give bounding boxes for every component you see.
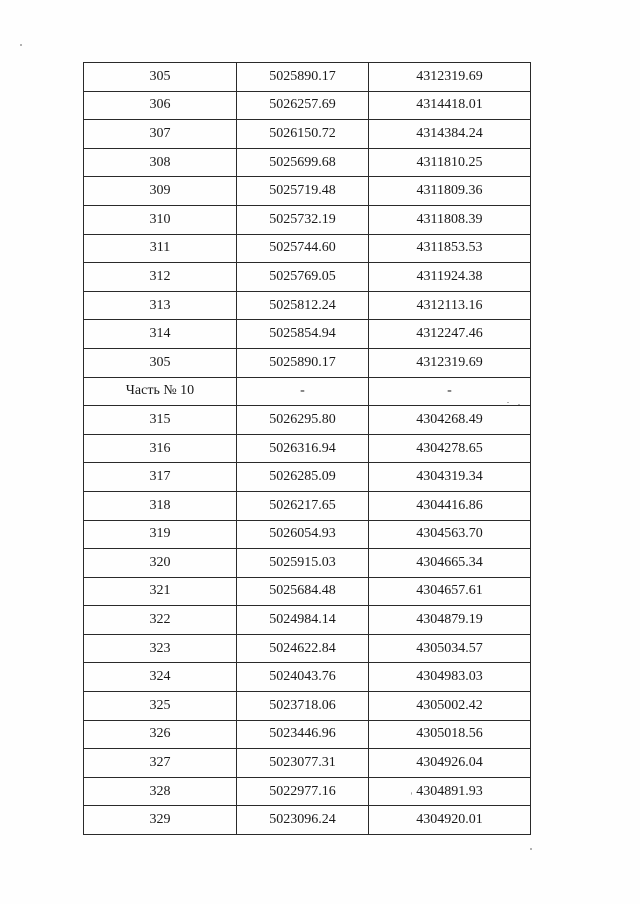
y-coordinate-cell: 4314384.24 — [369, 120, 531, 149]
x-coordinate-cell: 5022977.16 — [237, 777, 369, 806]
table-row — [84, 291, 531, 320]
y-coordinate-cell: 4311808.39 — [369, 205, 531, 234]
table-row — [84, 120, 531, 149]
table-row — [84, 634, 531, 663]
table-row — [84, 263, 531, 292]
table-row — [84, 806, 531, 835]
point-number-cell: 317 — [84, 463, 237, 492]
x-coordinate-cell: 5025915.03 — [237, 549, 369, 578]
point-number-cell: 311 — [84, 234, 237, 263]
x-coordinate-cell: 5023718.06 — [237, 692, 369, 721]
point-number-cell: 305 — [84, 63, 237, 92]
table-row — [84, 406, 531, 435]
point-number-cell: 323 — [84, 634, 237, 663]
x-coordinate-cell: 5026285.09 — [237, 463, 369, 492]
point-number-cell: 324 — [84, 663, 237, 692]
table-row — [84, 377, 531, 406]
table-row — [84, 91, 531, 120]
point-number-cell: 313 — [84, 291, 237, 320]
x-coordinate-cell: 5024043.76 — [237, 663, 369, 692]
x-coordinate-cell: 5026257.69 — [237, 91, 369, 120]
x-coordinate-cell: 5025719.48 — [237, 177, 369, 206]
y-coordinate-cell: 4314418.01 — [369, 91, 531, 120]
point-number-cell: 325 — [84, 692, 237, 721]
y-coordinate-cell: 4304278.65 — [369, 434, 531, 463]
y-coordinate-cell: 4305002.42 — [369, 692, 531, 721]
table-row — [84, 320, 531, 349]
x-coordinate-cell: 5026316.94 — [237, 434, 369, 463]
x-coordinate-cell: 5025744.60 — [237, 234, 369, 263]
table-row — [84, 491, 531, 520]
table-row — [84, 205, 531, 234]
y-coordinate-cell: 4312319.69 — [369, 63, 531, 92]
x-coordinate-cell: 5023077.31 — [237, 749, 369, 778]
point-number-cell: 307 — [84, 120, 237, 149]
point-number-cell: 314 — [84, 320, 237, 349]
x-coordinate-cell: 5026150.72 — [237, 120, 369, 149]
y-coordinate-cell: 4304657.61 — [369, 577, 531, 606]
point-number-cell: 326 — [84, 720, 237, 749]
scan-speck — [20, 44, 22, 46]
y-coordinate-cell: 4311853.53 — [369, 234, 531, 263]
x-coordinate-cell: 5025812.24 — [237, 291, 369, 320]
table-row — [84, 234, 531, 263]
table-row — [84, 606, 531, 635]
point-number-cell: 318 — [84, 491, 237, 520]
x-coordinate-cell: 5025854.94 — [237, 320, 369, 349]
y-coordinate-cell: 4304268.49 — [369, 406, 531, 435]
y-coordinate-cell: 4304319.34 — [369, 463, 531, 492]
y-coordinate-cell: 4311809.36 — [369, 177, 531, 206]
table-row — [84, 692, 531, 721]
point-number-cell: 312 — [84, 263, 237, 292]
y-coordinate-cell: 4304665.34 — [369, 549, 531, 578]
x-coordinate-cell: 5023446.96 — [237, 720, 369, 749]
y-coordinate-cell: 4305018.56 — [369, 720, 531, 749]
table-row — [84, 720, 531, 749]
point-number-cell: 322 — [84, 606, 237, 635]
x-coordinate-cell: 5024622.84 — [237, 634, 369, 663]
y-coordinate-cell: 4304983.03 — [369, 663, 531, 692]
table-row — [84, 63, 531, 92]
y-coordinate-cell: 4312113.16 — [369, 291, 531, 320]
point-number-cell: 320 — [84, 549, 237, 578]
x-coordinate-cell: 5025684.48 — [237, 577, 369, 606]
scan-speck — [530, 848, 532, 850]
x-coordinate-cell: 5023096.24 — [237, 806, 369, 835]
point-number-cell: 305 — [84, 348, 237, 377]
point-number-cell: 309 — [84, 177, 237, 206]
x-coordinate-cell: 5026054.93 — [237, 520, 369, 549]
y-coordinate-cell: 4304891.93 — [369, 777, 531, 806]
x-coordinate-cell: 5025890.17 — [237, 63, 369, 92]
point-number-cell: 306 — [84, 91, 237, 120]
point-number-cell: 319 — [84, 520, 237, 549]
y-coordinate-cell: 4304926.04 — [369, 749, 531, 778]
point-number-cell: 321 — [84, 577, 237, 606]
table-row — [84, 177, 531, 206]
point-number-cell: 308 — [84, 148, 237, 177]
point-number-cell: 315 — [84, 406, 237, 435]
y-coordinate-cell: 4312247.46 — [369, 320, 531, 349]
scan-speck — [518, 404, 520, 405]
table-row — [84, 463, 531, 492]
x-coordinate-cell: 5025769.05 — [237, 263, 369, 292]
coordinates-table — [83, 62, 531, 835]
table-row — [84, 663, 531, 692]
y-coordinate-cell: 4304563.70 — [369, 520, 531, 549]
x-coordinate-cell: 5025699.68 — [237, 148, 369, 177]
y-coordinate-cell: 4304879.19 — [369, 606, 531, 635]
y-coordinate-cell: 4312319.69 — [369, 348, 531, 377]
table-row — [84, 749, 531, 778]
x-coordinate-cell: 5025890.17 — [237, 348, 369, 377]
point-number-cell: 310 — [84, 205, 237, 234]
table-row — [84, 434, 531, 463]
point-number-cell: 316 — [84, 434, 237, 463]
scan-speck — [507, 402, 509, 403]
point-number-cell: Часть № 10 — [84, 377, 237, 406]
table-row — [84, 148, 531, 177]
table-row — [84, 348, 531, 377]
x-coordinate-cell: 5026295.80 — [237, 406, 369, 435]
x-coordinate-cell: - — [237, 377, 369, 406]
y-coordinate-cell: 4304920.01 — [369, 806, 531, 835]
y-coordinate-cell: 4311924.38 — [369, 263, 531, 292]
x-coordinate-cell: 5026217.65 — [237, 491, 369, 520]
scan-speck — [411, 792, 412, 795]
table-row — [84, 520, 531, 549]
point-number-cell: 329 — [84, 806, 237, 835]
table-row — [84, 777, 531, 806]
table-row — [84, 549, 531, 578]
y-coordinate-cell: 4311810.25 — [369, 148, 531, 177]
x-coordinate-cell: 5025732.19 — [237, 205, 369, 234]
y-coordinate-cell: - — [369, 377, 531, 406]
point-number-cell: 328 — [84, 777, 237, 806]
y-coordinate-cell: 4305034.57 — [369, 634, 531, 663]
x-coordinate-cell: 5024984.14 — [237, 606, 369, 635]
point-number-cell: 327 — [84, 749, 237, 778]
coordinates-table-body — [84, 63, 531, 835]
y-coordinate-cell: 4304416.86 — [369, 491, 531, 520]
table-row — [84, 577, 531, 606]
